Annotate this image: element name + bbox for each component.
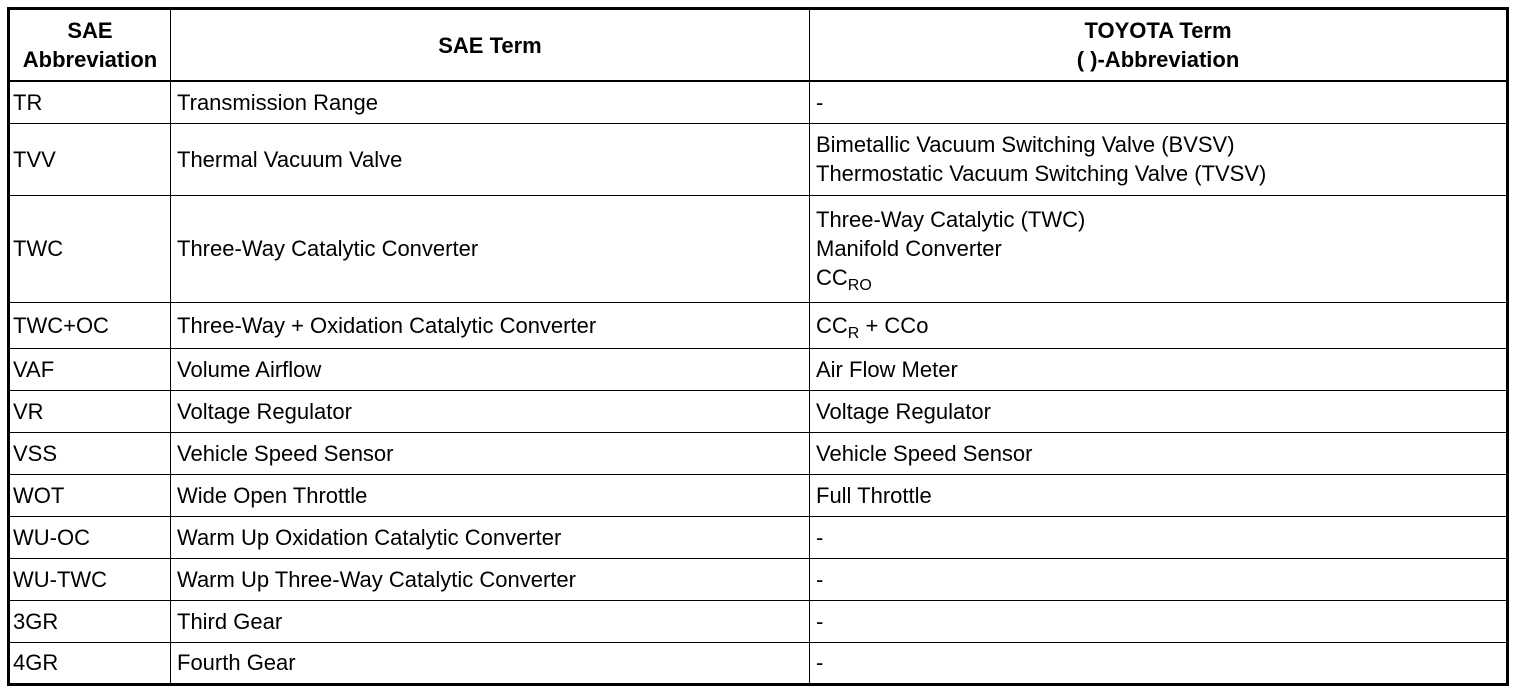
cell-term: Voltage Regulator bbox=[171, 390, 810, 432]
toyota-line: Three-Way Catalytic (TWC) bbox=[816, 207, 1086, 232]
table-row bbox=[9, 302, 1508, 348]
header-toyota-term bbox=[810, 9, 1508, 82]
cell-abbr: WOT bbox=[9, 474, 171, 516]
header-col2: SAE Term bbox=[438, 32, 542, 58]
table-row bbox=[9, 516, 1508, 558]
header-row bbox=[9, 9, 1508, 82]
cell-abbr: TR bbox=[9, 81, 171, 123]
header-sae-abbreviation bbox=[9, 9, 171, 82]
cell-abbr: VAF bbox=[9, 348, 171, 390]
table-row bbox=[9, 195, 1508, 302]
cell-term: Transmission Range bbox=[171, 81, 810, 123]
toyota-line: Vehicle Speed Sensor bbox=[816, 440, 1033, 466]
cell-term: Warm Up Oxidation Catalytic Converter bbox=[171, 516, 810, 558]
toyota-line: Air Flow Meter bbox=[816, 356, 958, 382]
cell-term: Vehicle Speed Sensor bbox=[171, 432, 810, 474]
cc-base: CC bbox=[816, 312, 848, 338]
toyota-line: - bbox=[816, 566, 824, 592]
cell-abbr: 3GR bbox=[9, 600, 171, 642]
cell-toyota bbox=[810, 516, 1508, 558]
toyota-line-cc bbox=[816, 263, 1506, 292]
cc-subscript: RO bbox=[847, 277, 872, 294]
cell-term: Three-Way + Oxidation Catalytic Converter bbox=[171, 302, 810, 348]
toyota-line: Manifold Converter bbox=[816, 236, 1002, 261]
header-col1-line2: Abbreviation bbox=[22, 47, 158, 72]
cell-toyota bbox=[810, 390, 1508, 432]
cell-term: Warm Up Three-Way Catalytic Converter bbox=[171, 558, 810, 600]
cell-abbr: VSS bbox=[9, 432, 171, 474]
header-col3-line2: ( )-Abbreviation bbox=[1076, 47, 1240, 72]
cell-toyota bbox=[810, 432, 1508, 474]
cell-toyota bbox=[810, 558, 1508, 600]
cell-toyota bbox=[810, 195, 1508, 302]
table-row bbox=[9, 81, 1508, 123]
cell-abbr: WU-OC bbox=[9, 516, 171, 558]
abbreviation-table bbox=[7, 7, 1509, 686]
toyota-line: Thermostatic Vacuum Switching Valve (TVSV) bbox=[816, 161, 1267, 186]
cell-term: Three-Way Catalytic Converter bbox=[171, 195, 810, 302]
cell-toyota bbox=[810, 81, 1508, 123]
table-row bbox=[9, 600, 1508, 642]
cell-toyota bbox=[810, 600, 1508, 642]
table-row bbox=[9, 432, 1508, 474]
header-col3-line1: TOYOTA Term bbox=[1084, 18, 1232, 43]
cell-abbr: 4GR bbox=[9, 642, 171, 684]
table-row bbox=[9, 348, 1508, 390]
cell-abbr: TWC bbox=[9, 195, 171, 302]
table-row bbox=[9, 390, 1508, 432]
cell-toyota bbox=[810, 302, 1508, 348]
cc-base: CC bbox=[816, 265, 848, 290]
toyota-line: - bbox=[816, 650, 824, 675]
cell-term: Volume Airflow bbox=[171, 348, 810, 390]
toyota-line: Voltage Regulator bbox=[816, 398, 991, 424]
toyota-line: Full Throttle bbox=[816, 482, 932, 508]
cell-term: Wide Open Throttle bbox=[171, 474, 810, 516]
cell-term: Fourth Gear bbox=[171, 642, 810, 684]
toyota-line: - bbox=[816, 524, 824, 550]
cell-toyota bbox=[810, 474, 1508, 516]
table-row bbox=[9, 123, 1508, 195]
toyota-line: Bimetallic Vacuum Switching Valve (BVSV) bbox=[816, 132, 1235, 157]
cell-toyota bbox=[810, 642, 1508, 684]
cell-toyota bbox=[810, 123, 1508, 195]
table-row bbox=[9, 558, 1508, 600]
header-sae-term bbox=[171, 9, 810, 82]
cell-toyota bbox=[810, 348, 1508, 390]
header-col1-line1: SAE bbox=[67, 18, 113, 43]
cell-abbr: WU-TWC bbox=[9, 558, 171, 600]
cc-rest: + CCo bbox=[859, 312, 929, 338]
table-row bbox=[9, 474, 1508, 516]
cell-term: Third Gear bbox=[171, 600, 810, 642]
cell-abbr: TWC+OC bbox=[9, 302, 171, 348]
cell-abbr: TVV bbox=[9, 123, 171, 195]
table-row bbox=[9, 642, 1508, 684]
cell-term: Thermal Vacuum Valve bbox=[171, 123, 810, 195]
cell-abbr: VR bbox=[9, 390, 171, 432]
toyota-line: - bbox=[816, 608, 824, 634]
cc-subscript: R bbox=[847, 324, 860, 342]
toyota-line: - bbox=[816, 89, 824, 115]
